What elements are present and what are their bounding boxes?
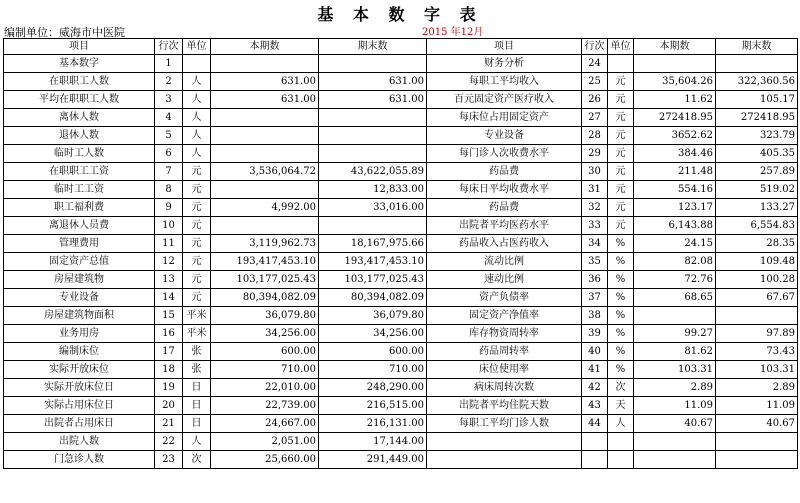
cell-end-right[interactable]: 519.02 xyxy=(716,181,798,199)
cell-line-no-right[interactable]: 31 xyxy=(582,181,608,199)
cell-item-left[interactable]: 出院人数 xyxy=(4,433,155,451)
cell-line-no-left[interactable]: 7 xyxy=(155,163,183,181)
table-row xyxy=(4,217,798,235)
table-row xyxy=(4,235,798,253)
cell-current-left[interactable]: 25,660.00 xyxy=(211,451,319,469)
cell-end-right[interactable]: 272418.95 xyxy=(716,109,798,127)
cell-end-left[interactable] xyxy=(319,217,427,235)
cell-end-left[interactable]: 248,290.00 xyxy=(319,379,427,397)
cell-current-left[interactable]: 2,051.00 xyxy=(211,433,319,451)
cell-item-right[interactable]: 专业设备 xyxy=(427,127,582,145)
cell-line-no-right[interactable]: 42 xyxy=(582,379,608,397)
cell-unit-right[interactable]: 元 xyxy=(608,217,634,235)
cell-item-left[interactable]: 临时工工资 xyxy=(4,181,155,199)
cell-item-right[interactable]: 药品收入占医药收入 xyxy=(427,235,582,253)
table-row xyxy=(4,199,798,217)
cell-line-no-right[interactable]: 27 xyxy=(582,109,608,127)
cell-item-right[interactable]: 财务分析 xyxy=(427,55,582,73)
cell-line-no-left[interactable]: 4 xyxy=(155,109,183,127)
cell-line-no-left[interactable]: 23 xyxy=(155,451,183,469)
cell-unit-right[interactable]: 次 xyxy=(608,379,634,397)
cell-current-right[interactable]: 11.62 xyxy=(634,91,716,109)
cell-item-left[interactable]: 在职职工人数 xyxy=(4,73,155,91)
cell-current-right[interactable]: 24.15 xyxy=(634,235,716,253)
cell-item-right[interactable]: 百元固定资产医疗收入 xyxy=(427,91,582,109)
cell-item-right[interactable]: 流动比例 xyxy=(427,253,582,271)
cell-current-right[interactable]: 68.65 xyxy=(634,289,716,307)
cell-line-no-right[interactable]: 43 xyxy=(582,397,608,415)
cell-end-right[interactable]: 28.35 xyxy=(716,235,798,253)
table-row xyxy=(4,415,798,433)
cell-current-left[interactable]: 193,417,453.10 xyxy=(211,253,319,271)
cell-line-no-right[interactable]: 34 xyxy=(582,235,608,253)
cell-unit-right[interactable]: % xyxy=(608,271,634,289)
cell-line-no-right[interactable]: 29 xyxy=(582,145,608,163)
cell-end-right[interactable]: 103.31 xyxy=(716,361,798,379)
cell-end-right[interactable]: 40.67 xyxy=(716,415,798,433)
cell-current-left[interactable]: 600.00 xyxy=(211,343,319,361)
cell-item-left[interactable]: 离休人数 xyxy=(4,109,155,127)
table-row xyxy=(4,55,798,73)
cell-line-no-right[interactable] xyxy=(582,433,608,451)
header-item-right: 项目 xyxy=(427,39,582,55)
cell-end-left[interactable]: 193,417,453.10 xyxy=(319,253,427,271)
cell-end-right[interactable]: 257.89 xyxy=(716,163,798,181)
cell-line-no-left[interactable]: 14 xyxy=(155,289,183,307)
cell-line-no-right[interactable]: 36 xyxy=(582,271,608,289)
cell-item-left[interactable]: 管理费用 xyxy=(4,235,155,253)
cell-current-right[interactable]: 123.17 xyxy=(634,199,716,217)
cell-unit-right[interactable]: % xyxy=(608,253,634,271)
table-row xyxy=(4,325,798,343)
cell-line-no-left[interactable]: 12 xyxy=(155,253,183,271)
cell-unit-right[interactable]: % xyxy=(608,343,634,361)
cell-current-right[interactable]: 3652.62 xyxy=(634,127,716,145)
cell-end-left[interactable]: 631.00 xyxy=(319,73,427,91)
cell-unit-right[interactable]: % xyxy=(608,307,634,325)
cell-unit-left[interactable]: 日 xyxy=(183,379,211,397)
cell-current-right[interactable]: 384.46 xyxy=(634,145,716,163)
cell-end-left[interactable] xyxy=(319,109,427,127)
cell-line-no-right[interactable]: 39 xyxy=(582,325,608,343)
cell-current-left[interactable]: 22,739.00 xyxy=(211,397,319,415)
cell-item-right[interactable]: 每职工平均门诊人数 xyxy=(427,415,582,433)
cell-item-right[interactable]: 每床日平均收费水平 xyxy=(427,181,582,199)
cell-item-left[interactable]: 门急诊人数 xyxy=(4,451,155,469)
cell-unit-left[interactable]: 元 xyxy=(183,271,211,289)
cell-end-right[interactable]: 6,554.83 xyxy=(716,217,798,235)
cell-end-right[interactable]: 322,360.56 xyxy=(716,73,798,91)
cell-line-no-right[interactable]: 37 xyxy=(582,289,608,307)
cell-current-left[interactable]: 24,667.00 xyxy=(211,415,319,433)
cell-unit-left[interactable]: 元 xyxy=(183,181,211,199)
report-period: 2015 年12月 xyxy=(422,27,484,38)
cell-current-left[interactable]: 3,119,962.73 xyxy=(211,235,319,253)
cell-end-left[interactable]: 216,515.00 xyxy=(319,397,427,415)
cell-unit-left[interactable]: 人 xyxy=(183,127,211,145)
cell-unit-left[interactable]: 人 xyxy=(183,73,211,91)
cell-line-no-left[interactable]: 3 xyxy=(155,91,183,109)
cell-line-no-left[interactable]: 19 xyxy=(155,379,183,397)
table-row xyxy=(4,289,798,307)
cell-item-right[interactable]: 资产负债率 xyxy=(427,289,582,307)
cell-end-right[interactable]: 405.35 xyxy=(716,145,798,163)
table-row xyxy=(4,181,798,199)
cell-end-right[interactable] xyxy=(716,451,798,469)
cell-line-no-right[interactable]: 30 xyxy=(582,163,608,181)
table-body xyxy=(4,55,798,469)
cell-item-left[interactable]: 房屋建筑物面积 xyxy=(4,307,155,325)
table-row xyxy=(4,379,798,397)
cell-current-left[interactable] xyxy=(211,145,319,163)
cell-item-left[interactable]: 实际占用床位日 xyxy=(4,397,155,415)
cell-line-no-left[interactable]: 6 xyxy=(155,145,183,163)
cell-end-left[interactable]: 216,131.00 xyxy=(319,415,427,433)
cell-unit-left[interactable]: 张 xyxy=(183,343,211,361)
cell-item-left[interactable]: 固定资产总值 xyxy=(4,253,155,271)
cell-end-left[interactable]: 12,833.00 xyxy=(319,181,427,199)
cell-current-right[interactable]: 99.27 xyxy=(634,325,716,343)
cell-line-no-left[interactable]: 17 xyxy=(155,343,183,361)
cell-item-right[interactable]: 速动比例 xyxy=(427,271,582,289)
header-row xyxy=(4,39,798,55)
cell-unit-right[interactable]: 天 xyxy=(608,397,634,415)
cell-unit-left[interactable]: 元 xyxy=(183,163,211,181)
table-row xyxy=(4,451,798,469)
cell-end-left[interactable]: 631.00 xyxy=(319,91,427,109)
table-row xyxy=(4,73,798,91)
cell-unit-left[interactable]: 元 xyxy=(183,199,211,217)
cell-item-left[interactable]: 实际开放床位 xyxy=(4,361,155,379)
cell-end-right[interactable]: 323.79 xyxy=(716,127,798,145)
cell-end-left[interactable]: 80,394,082.09 xyxy=(319,289,427,307)
cell-item-right[interactable]: 病床周转次数 xyxy=(427,379,582,397)
cell-line-no-right[interactable]: 44 xyxy=(582,415,608,433)
cell-unit-right[interactable] xyxy=(608,451,634,469)
cell-current-right[interactable]: 272418.95 xyxy=(634,109,716,127)
cell-item-left[interactable]: 专业设备 xyxy=(4,289,155,307)
cell-end-left[interactable]: 43,622,055.89 xyxy=(319,163,427,181)
cell-item-right[interactable]: 出院者平均医药水平 xyxy=(427,217,582,235)
cell-unit-left[interactable]: 元 xyxy=(183,253,211,271)
cell-end-right[interactable] xyxy=(716,433,798,451)
cell-unit-right[interactable]: % xyxy=(608,289,634,307)
cell-current-right[interactable]: 103.31 xyxy=(634,361,716,379)
cell-end-left[interactable]: 17,144.00 xyxy=(319,433,427,451)
unit-label: 编制单位：威海市中医院 xyxy=(4,26,125,39)
cell-unit-right[interactable]: 元 xyxy=(608,91,634,109)
cell-end-right[interactable]: 97.89 xyxy=(716,325,798,343)
cell-end-left[interactable]: 710.00 xyxy=(319,361,427,379)
cell-end-right[interactable]: 105.17 xyxy=(716,91,798,109)
cell-item-right[interactable]: 每职工平均收入 xyxy=(427,73,582,91)
cell-unit-left[interactable]: 元 xyxy=(183,289,211,307)
cell-end-left[interactable]: 33,016.00 xyxy=(319,199,427,217)
cell-unit-left[interactable]: 平米 xyxy=(183,307,211,325)
cell-line-no-left[interactable]: 15 xyxy=(155,307,183,325)
cell-item-left[interactable]: 业务用房 xyxy=(4,325,155,343)
cell-unit-left[interactable]: 次 xyxy=(183,451,211,469)
cell-current-right[interactable]: 35,604.26 xyxy=(634,73,716,91)
header-line-no-right: 行次 xyxy=(582,39,608,55)
cell-unit-left[interactable]: 人 xyxy=(183,433,211,451)
cell-line-no-left[interactable]: 11 xyxy=(155,235,183,253)
cell-item-right[interactable]: 药品周转率 xyxy=(427,343,582,361)
header-end-left: 期末数 xyxy=(319,39,427,55)
cell-current-right[interactable]: 554.16 xyxy=(634,181,716,199)
cell-current-left[interactable]: 631.00 xyxy=(211,91,319,109)
cell-line-no-right[interactable]: 24 xyxy=(582,55,608,73)
header-line-no-left: 行次 xyxy=(155,39,183,55)
cell-line-no-right[interactable]: 26 xyxy=(582,91,608,109)
cell-current-left[interactable]: 103,177,025.43 xyxy=(211,271,319,289)
cell-unit-right[interactable]: % xyxy=(608,361,634,379)
cell-line-no-right[interactable]: 38 xyxy=(582,307,608,325)
cell-line-no-right[interactable]: 35 xyxy=(582,253,608,271)
cell-item-left[interactable]: 出院者占用床日 xyxy=(4,415,155,433)
basic-figures-table xyxy=(3,38,798,469)
table-row xyxy=(4,253,798,271)
cell-line-no-left[interactable]: 16 xyxy=(155,325,183,343)
table-row xyxy=(4,433,798,451)
cell-line-no-left[interactable]: 13 xyxy=(155,271,183,289)
cell-unit-left[interactable]: 人 xyxy=(183,109,211,127)
cell-item-right[interactable]: 库存物资周转率 xyxy=(427,325,582,343)
cell-current-left[interactable]: 36,079.80 xyxy=(211,307,319,325)
cell-current-left[interactable] xyxy=(211,181,319,199)
cell-end-left[interactable] xyxy=(319,145,427,163)
cell-unit-left[interactable]: 张 xyxy=(183,361,211,379)
cell-current-left[interactable] xyxy=(211,55,319,73)
cell-end-left[interactable]: 291,449.00 xyxy=(319,451,427,469)
cell-current-right[interactable] xyxy=(634,55,716,73)
cell-unit-right[interactable]: 元 xyxy=(608,73,634,91)
cell-current-left[interactable]: 80,394,082.09 xyxy=(211,289,319,307)
cell-current-right[interactable]: 81.62 xyxy=(634,343,716,361)
cell-unit-right[interactable]: 元 xyxy=(608,127,634,145)
cell-current-left[interactable]: 34,256.00 xyxy=(211,325,319,343)
cell-line-no-left[interactable]: 21 xyxy=(155,415,183,433)
cell-line-no-left[interactable]: 5 xyxy=(155,127,183,145)
cell-current-left[interactable] xyxy=(211,217,319,235)
cell-end-left[interactable]: 103,177,025.43 xyxy=(319,271,427,289)
cell-line-no-right[interactable] xyxy=(582,451,608,469)
cell-item-left[interactable]: 离退休人员费 xyxy=(4,217,155,235)
cell-current-right[interactable]: 2.89 xyxy=(634,379,716,397)
cell-end-left[interactable]: 34,256.00 xyxy=(319,325,427,343)
header-current-left: 本期数 xyxy=(211,39,319,55)
table-row xyxy=(4,145,798,163)
cell-unit-left[interactable]: 人 xyxy=(183,145,211,163)
cell-end-right[interactable]: 11.09 xyxy=(716,397,798,415)
header-current-right: 本期数 xyxy=(634,39,716,55)
cell-unit-left[interactable]: 日 xyxy=(183,415,211,433)
cell-current-right[interactable]: 72.76 xyxy=(634,271,716,289)
cell-end-right[interactable] xyxy=(716,307,798,325)
cell-unit-left[interactable] xyxy=(183,55,211,73)
cell-unit-right[interactable]: 元 xyxy=(608,109,634,127)
cell-unit-right[interactable] xyxy=(608,433,634,451)
cell-item-right[interactable]: 出院者平均住院天数 xyxy=(427,397,582,415)
cell-item-left[interactable]: 退休人数 xyxy=(4,127,155,145)
cell-current-right[interactable]: 11.09 xyxy=(634,397,716,415)
cell-current-right[interactable]: 211.48 xyxy=(634,163,716,181)
cell-current-right[interactable]: 6,143.88 xyxy=(634,217,716,235)
cell-item-right[interactable]: 药品费 xyxy=(427,163,582,181)
cell-item-right[interactable] xyxy=(427,433,582,451)
page-title: 基 本 数 字 表 xyxy=(317,5,483,24)
cell-item-left[interactable]: 临时工人数 xyxy=(4,145,155,163)
cell-current-left[interactable]: 4,992.00 xyxy=(211,199,319,217)
cell-item-left[interactable]: 房屋建筑物 xyxy=(4,271,155,289)
cell-end-right[interactable]: 133.27 xyxy=(716,199,798,217)
table-row xyxy=(4,163,798,181)
cell-item-right[interactable]: 每床位占用固定资产 xyxy=(427,109,582,127)
cell-item-left[interactable]: 实际开放床位日 xyxy=(4,379,155,397)
cell-unit-right[interactable]: 元 xyxy=(608,163,634,181)
cell-line-no-right[interactable]: 40 xyxy=(582,343,608,361)
cell-item-left[interactable]: 基本数字 xyxy=(4,55,155,73)
cell-end-left[interactable] xyxy=(319,127,427,145)
cell-end-left[interactable]: 600.00 xyxy=(319,343,427,361)
cell-line-no-left[interactable]: 20 xyxy=(155,397,183,415)
cell-end-right[interactable]: 73.43 xyxy=(716,343,798,361)
cell-current-right[interactable]: 82.08 xyxy=(634,253,716,271)
table-row xyxy=(4,127,798,145)
cell-item-right[interactable] xyxy=(427,451,582,469)
cell-current-left[interactable] xyxy=(211,109,319,127)
cell-item-right[interactable]: 药品费 xyxy=(427,199,582,217)
cell-unit-right[interactable]: 元 xyxy=(608,145,634,163)
cell-line-no-left[interactable]: 1 xyxy=(155,55,183,73)
table-row xyxy=(4,343,798,361)
cell-line-no-left[interactable]: 8 xyxy=(155,181,183,199)
cell-item-left[interactable]: 编制床位 xyxy=(4,343,155,361)
cell-line-no-left[interactable]: 18 xyxy=(155,361,183,379)
table-row xyxy=(4,109,798,127)
header-end-right: 期末数 xyxy=(716,39,798,55)
table-row xyxy=(4,397,798,415)
cell-unit-right[interactable] xyxy=(608,55,634,73)
cell-item-right[interactable]: 固定资产净值率 xyxy=(427,307,582,325)
cell-end-right[interactable]: 100.28 xyxy=(716,271,798,289)
cell-unit-left[interactable]: 人 xyxy=(183,91,211,109)
cell-item-right[interactable]: 每门诊人次收费水平 xyxy=(427,145,582,163)
cell-item-right[interactable]: 床位使用率 xyxy=(427,361,582,379)
cell-line-no-left[interactable]: 9 xyxy=(155,199,183,217)
cell-line-no-right[interactable]: 25 xyxy=(582,73,608,91)
cell-current-right[interactable] xyxy=(634,433,716,451)
cell-unit-left[interactable]: 元 xyxy=(183,217,211,235)
cell-current-left[interactable] xyxy=(211,127,319,145)
cell-current-left[interactable]: 3,536,064.72 xyxy=(211,163,319,181)
cell-end-left[interactable]: 36,079.80 xyxy=(319,307,427,325)
cell-end-right[interactable]: 67.67 xyxy=(716,289,798,307)
table-row xyxy=(4,361,798,379)
cell-end-right[interactable]: 109.48 xyxy=(716,253,798,271)
cell-unit-left[interactable]: 平米 xyxy=(183,325,211,343)
header-unit-right: 单位 xyxy=(608,39,634,55)
cell-line-no-right[interactable]: 41 xyxy=(582,361,608,379)
table-row xyxy=(4,271,798,289)
cell-unit-left[interactable]: 元 xyxy=(183,235,211,253)
cell-unit-right[interactable]: 元 xyxy=(608,199,634,217)
cell-current-right[interactable] xyxy=(634,307,716,325)
header-item-left: 项目 xyxy=(4,39,155,55)
cell-end-right[interactable] xyxy=(716,55,798,73)
cell-unit-right[interactable]: 元 xyxy=(608,181,634,199)
cell-unit-right[interactable]: % xyxy=(608,325,634,343)
cell-end-left[interactable]: 18,167,975.66 xyxy=(319,235,427,253)
cell-current-right[interactable]: 40.67 xyxy=(634,415,716,433)
table-row xyxy=(4,91,798,109)
cell-item-left[interactable]: 平均在职职工人数 xyxy=(4,91,155,109)
cell-current-left[interactable]: 710.00 xyxy=(211,361,319,379)
cell-end-right[interactable]: 2.89 xyxy=(716,379,798,397)
cell-unit-left[interactable]: 日 xyxy=(183,397,211,415)
table-row xyxy=(4,307,798,325)
cell-current-right[interactable] xyxy=(634,451,716,469)
cell-line-no-right[interactable]: 28 xyxy=(582,127,608,145)
cell-line-no-left[interactable]: 22 xyxy=(155,433,183,451)
cell-end-left[interactable] xyxy=(319,55,427,73)
cell-line-no-right[interactable]: 32 xyxy=(582,199,608,217)
cell-line-no-right[interactable]: 33 xyxy=(582,217,608,235)
cell-item-left[interactable]: 职工福利费 xyxy=(4,199,155,217)
cell-unit-right[interactable]: % xyxy=(608,235,634,253)
cell-line-no-left[interactable]: 2 xyxy=(155,73,183,91)
header-unit-left: 单位 xyxy=(183,39,211,55)
cell-current-left[interactable]: 631.00 xyxy=(211,73,319,91)
cell-item-left[interactable]: 在职职工工资 xyxy=(4,163,155,181)
cell-unit-right[interactable]: 人 xyxy=(608,415,634,433)
cell-current-left[interactable]: 22,010.00 xyxy=(211,379,319,397)
cell-line-no-left[interactable]: 10 xyxy=(155,217,183,235)
